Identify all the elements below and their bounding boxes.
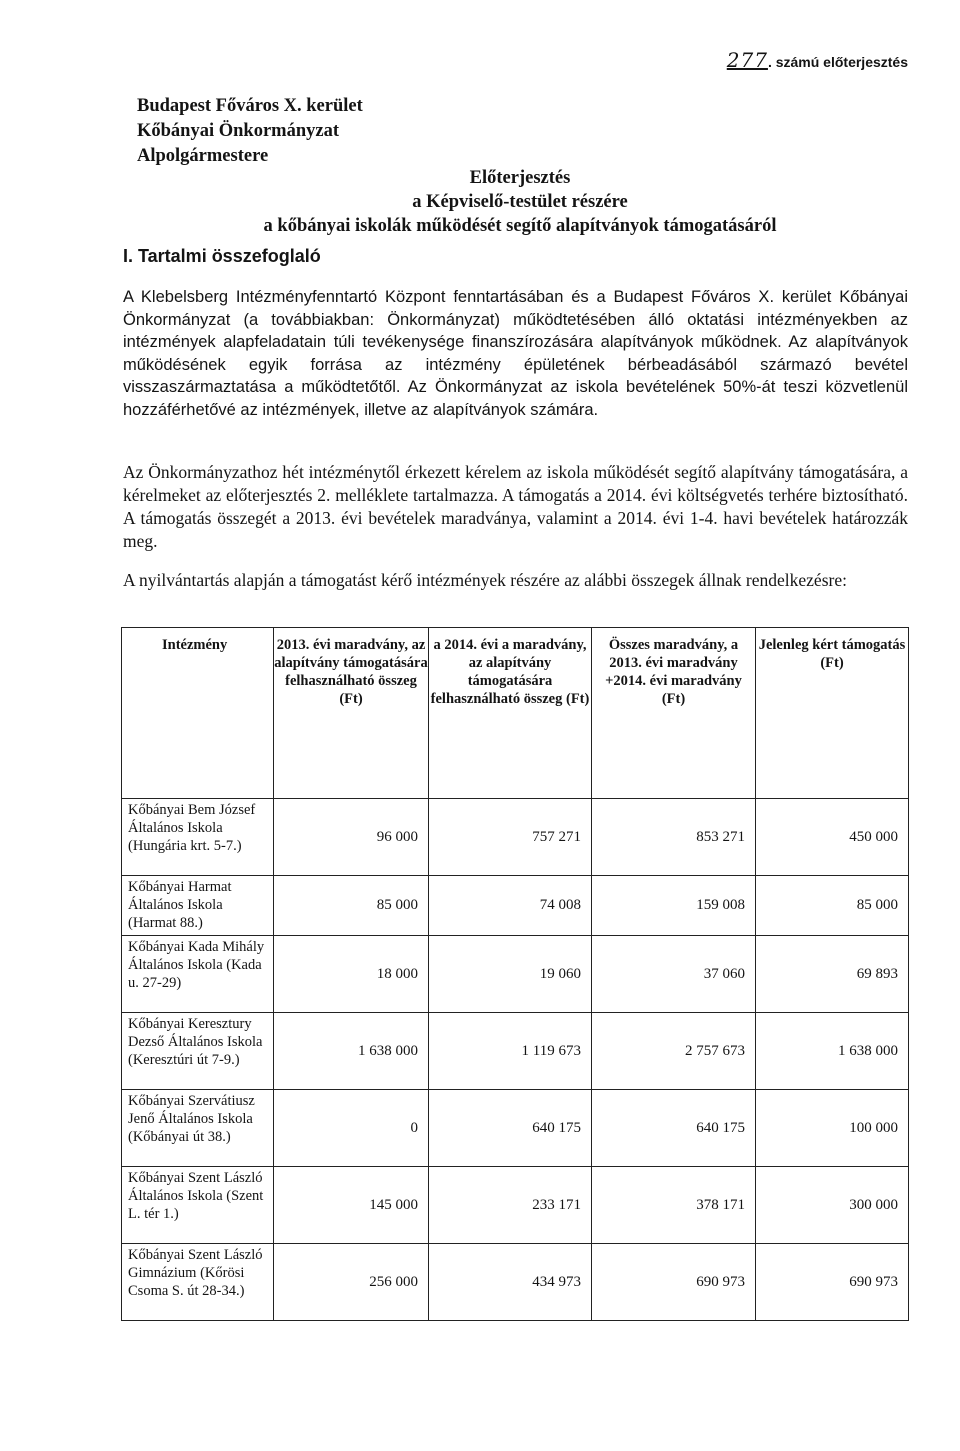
value-2013: 145 000	[274, 1167, 429, 1244]
value-total: 159 008	[592, 876, 756, 936]
document-number-suffix: . számú előterjesztés	[767, 54, 908, 70]
table-row	[122, 876, 909, 936]
issuer-block	[137, 94, 363, 169]
document-number-line	[727, 48, 908, 72]
value-2013: 256 000	[274, 1244, 429, 1321]
value-2013: 18 000	[274, 936, 429, 1013]
value-requested: 100 000	[756, 1090, 909, 1167]
value-total: 853 271	[592, 799, 756, 876]
institution-name: Kőbányai Bem József Általános Iskola (Hungária krt. 5-7.)	[122, 799, 274, 876]
issuer-line-2: Kőbányai Önkormányzat	[137, 121, 339, 141]
value-total: 640 175	[592, 1090, 756, 1167]
table-row	[122, 799, 909, 876]
institution-name: Kőbányai Harmat Általános Iskola (Harmat 88.)	[122, 876, 274, 936]
paragraph-3: A nyilvántartás alapján a támogatást kérő intézmények részére az alábbi összegek állnak rendelkezésre:	[123, 570, 847, 590]
header-requested-support: Jelenleg kért támogatás (Ft)	[756, 628, 909, 799]
paragraph-2: Az Önkormányzathoz hét intézménytől érkezett kérelem az iskola működését segítő alapítvány támogatására, a kérelmeket az előterjesztés 2. melléklete tartalmazza. A támogatás a 2014. évi költségvetés terhére biztosítható. A támogatás összegét a 2013. évi bevételek maradványa, valamint a 2014. évi 1-4. havi bevételek határozzák meg.	[123, 462, 908, 551]
document-title	[220, 166, 820, 238]
value-2014: 74 008	[429, 876, 592, 936]
table-row	[122, 936, 909, 1013]
value-total: 690 973	[592, 1244, 756, 1321]
institution-name: Kőbányai Szent László Gimnázium (Kőrösi Csoma S. út 28-34.)	[122, 1244, 274, 1321]
title-line-3: a kőbányai iskolák működését segítő alapítványok támogatásáról	[263, 216, 777, 236]
value-requested: 690 973	[756, 1244, 909, 1321]
value-total: 37 060	[592, 936, 756, 1013]
header-2014-remainder: a 2014. évi a maradvány, az alapítvány támogatására felhasználható összeg (Ft)	[429, 628, 592, 799]
table-row	[122, 1013, 909, 1090]
support-table	[121, 627, 909, 1321]
issuer-line-3: Alpolgármestere	[137, 146, 269, 166]
value-2014: 1 119 673	[429, 1013, 592, 1090]
value-2014: 640 175	[429, 1090, 592, 1167]
value-requested: 450 000	[756, 799, 909, 876]
institution-name: Kőbányai Szent László Általános Iskola (Szent L. tér 1.)	[122, 1167, 274, 1244]
value-2014: 19 060	[429, 936, 592, 1013]
value-requested: 1 638 000	[756, 1013, 909, 1090]
value-2013: 85 000	[274, 876, 429, 936]
value-total: 2 757 673	[592, 1013, 756, 1090]
institution-name: Kőbányai Szervátiusz Jenő Általános Iskola (Kőbányai út 38.)	[122, 1090, 274, 1167]
table-row	[122, 1090, 909, 1167]
handwritten-document-number: 277	[726, 48, 768, 72]
value-requested: 85 000	[756, 876, 909, 936]
header-total-remainder: Összes maradvány, a 2013. évi maradvány +2014. évi maradvány (Ft)	[592, 628, 756, 799]
value-total: 378 171	[592, 1167, 756, 1244]
value-2014: 233 171	[429, 1167, 592, 1244]
header-2013-remainder: 2013. évi maradvány, az alapítvány támogatására felhasználható összeg (Ft)	[274, 628, 429, 799]
title-line-1: Előterjesztés	[469, 168, 571, 188]
value-2013: 0	[274, 1090, 429, 1167]
value-2013: 96 000	[274, 799, 429, 876]
value-requested: 69 893	[756, 936, 909, 1013]
value-2013: 1 638 000	[274, 1013, 429, 1090]
paragraph-1: A Klebelsberg Intézményfenntartó Központ fenntartásában és a Budapest Főváros X. kerület Kőbányai Önkormányzat (a továbbiakban: Önkormányzat) működtetésében álló oktatási intézményekben az intézmények alapfeladatain túli tevékenysége finanszírozására alapítványok működnek. Az alapítványok működésének egyik forrása az intézmény épületének bérbeadásából származó bevétel visszaszármaztatása a működtetőtől. Az Önkormányzat az iskola bevételének 50%-át teszi közvetlenül hozzáférhetővé az intézmények, illetve az alapítványok számára.	[123, 288, 908, 419]
value-2014: 434 973	[429, 1244, 592, 1321]
header-institution: Intézmény	[122, 628, 274, 799]
value-2014: 757 271	[429, 799, 592, 876]
institution-name: Kőbányai Kada Mihály Általános Iskola (Kada u. 27-29)	[122, 936, 274, 1013]
issuer-line-1: Budapest Főváros X. kerület	[137, 96, 363, 116]
section-heading: I. Tartalmi összefoglaló	[123, 246, 321, 266]
value-requested: 300 000	[756, 1167, 909, 1244]
table-header-row	[122, 628, 909, 799]
table-row	[122, 1244, 909, 1321]
table-row	[122, 1167, 909, 1244]
title-line-2: a Képviselő-testület részére	[412, 192, 628, 212]
institution-name: Kőbányai Keresztury Dezső Általános Iskola (Keresztúri út 7-9.)	[122, 1013, 274, 1090]
